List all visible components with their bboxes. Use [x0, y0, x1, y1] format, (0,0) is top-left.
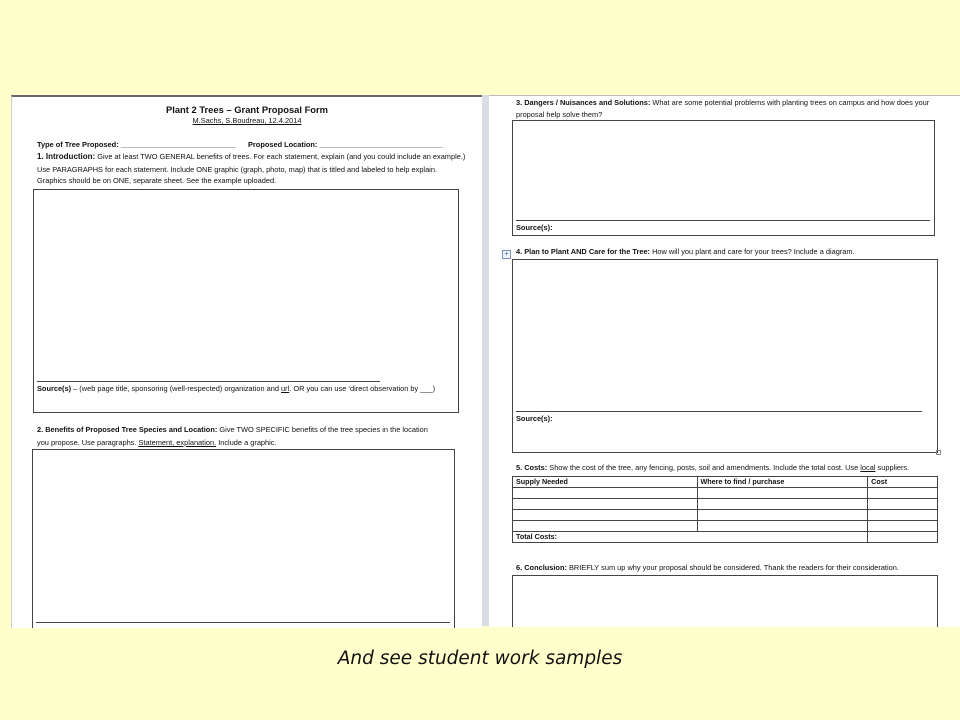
costs-cell[interactable]: [868, 499, 938, 510]
costs-header-row: [513, 477, 938, 488]
costs-row: [513, 521, 938, 532]
table-resize-handle[interactable]: [936, 450, 941, 455]
costs-cell[interactable]: [697, 510, 868, 521]
section3-answer-box[interactable]: [512, 120, 935, 236]
section3-text2: proposal help solve them?: [516, 110, 603, 119]
section6-answer-box[interactable]: [512, 575, 938, 627]
section3-heading: 3. Dangers / Nuisances and Solutions:: [516, 98, 651, 107]
costs-total-label: Total Costs:: [513, 532, 868, 543]
section2-source-line: [36, 622, 450, 623]
section4-source: Source(s):: [516, 414, 553, 423]
page-gap: [481, 95, 489, 626]
costs-cell[interactable]: [513, 510, 698, 521]
costs-header-supply: Supply Needed: [513, 477, 698, 488]
section2-statement-link: Statement, explanation.: [138, 438, 217, 447]
section3-text1: What are some potential problems with planting trees on campus and how does your: [650, 98, 930, 107]
section5-text1a: Show the cost of the tree, any fencing, posts, soil and amendments. Include the total cost. Use: [547, 463, 861, 472]
costs-cell[interactable]: [697, 488, 868, 499]
section1-source-part2: . OR you can use ‘direct observation by ___): [289, 384, 436, 393]
costs-row: [513, 510, 938, 521]
costs-header-where: Where to find / purchase: [697, 477, 868, 488]
section4-heading: 4. Plan to Plant AND Care for the Tree:: [516, 247, 651, 256]
costs-header-cost: Cost: [868, 477, 938, 488]
section6-line1: [516, 563, 899, 573]
costs-total-row: [513, 532, 938, 543]
costs-cell[interactable]: [513, 521, 698, 532]
costs-table: [512, 476, 938, 543]
right-page: [489, 95, 960, 627]
costs-cell[interactable]: [513, 488, 698, 499]
costs-row: [513, 488, 938, 499]
section5-text1b: suppliers.: [875, 463, 910, 472]
section1-source-url: url: [281, 384, 290, 393]
section2-heading: 2. Benefits of Proposed Tree Species and Location:: [37, 425, 218, 434]
form-title: Plant 2 Trees – Grant Proposal Form: [165, 104, 329, 115]
costs-total-cell[interactable]: [868, 532, 938, 543]
form-authors: [12, 116, 482, 126]
section2-line2: [37, 438, 277, 448]
costs-cell[interactable]: [513, 499, 698, 510]
section5-local-link: local: [860, 463, 876, 472]
section4-text1: How will you plant and care for your trees? Include a diagram.: [650, 247, 855, 256]
slide-caption: And see student work samples: [337, 648, 623, 669]
table-move-handle-icon[interactable]: +: [502, 250, 511, 259]
section1-text3: Graphics should be on ONE, separate sheet. See the example uploaded.: [37, 176, 277, 185]
section1-text2: Use PARAGRAPHS for each statement. Include ONE graphic (graph, photo, map) that is titled and labeled to help explain.: [37, 165, 437, 174]
section2-answer-box[interactable]: [32, 449, 455, 628]
section1-source-label: Source(s): [37, 384, 72, 393]
section5-line1: [516, 463, 909, 473]
costs-row: [513, 499, 938, 510]
section2-text2a: you propose. Use paragraphs.: [37, 438, 139, 447]
section1-text1: Give at least TWO GENERAL benefits of trees. For each statement, explain (and you could include an example.): [95, 152, 466, 161]
section3-source-line: [516, 220, 930, 221]
costs-cell[interactable]: [697, 499, 868, 510]
section1-intro-line1: [37, 152, 465, 162]
left-page: [11, 95, 482, 628]
section2-line1: [37, 425, 428, 435]
section1-answer-box[interactable]: [33, 189, 459, 413]
section1-heading: 1. Introduction:: [37, 152, 96, 161]
section4-line1: [516, 247, 855, 257]
section1-source: [37, 384, 435, 394]
costs-cell[interactable]: [868, 521, 938, 532]
section2-text2b: Include a graphic.: [216, 438, 277, 447]
costs-cell[interactable]: [697, 521, 868, 532]
tree-type-label: Type of Tree Proposed: ____________________________: [37, 140, 236, 149]
section6-text1: BRIEFLY sum up why your proposal should be considered. Thank the readers for their consideration.: [566, 563, 899, 572]
form-authors-text: M.Sachs, S.Boudreau, 12.4.2014: [192, 116, 302, 125]
costs-cell[interactable]: [868, 488, 938, 499]
section3-line1: [516, 98, 929, 108]
section5-heading: 5. Costs:: [516, 463, 548, 472]
section4-source-line: [516, 411, 922, 412]
section6-heading: 6. Conclusion:: [516, 563, 567, 572]
section1-source-part1: – (web page title, sponsoring (well-respected) organization and: [71, 384, 282, 393]
section4-answer-box[interactable]: [512, 259, 938, 453]
section2-text1: Give TWO SPECIFIC benefits of the tree species in the location: [217, 425, 428, 434]
section3-source: Source(s):: [516, 223, 553, 232]
proposed-location-label: Proposed Location: ______________________________: [248, 140, 443, 149]
costs-cell[interactable]: [868, 510, 938, 521]
section1-source-line: [37, 381, 380, 382]
